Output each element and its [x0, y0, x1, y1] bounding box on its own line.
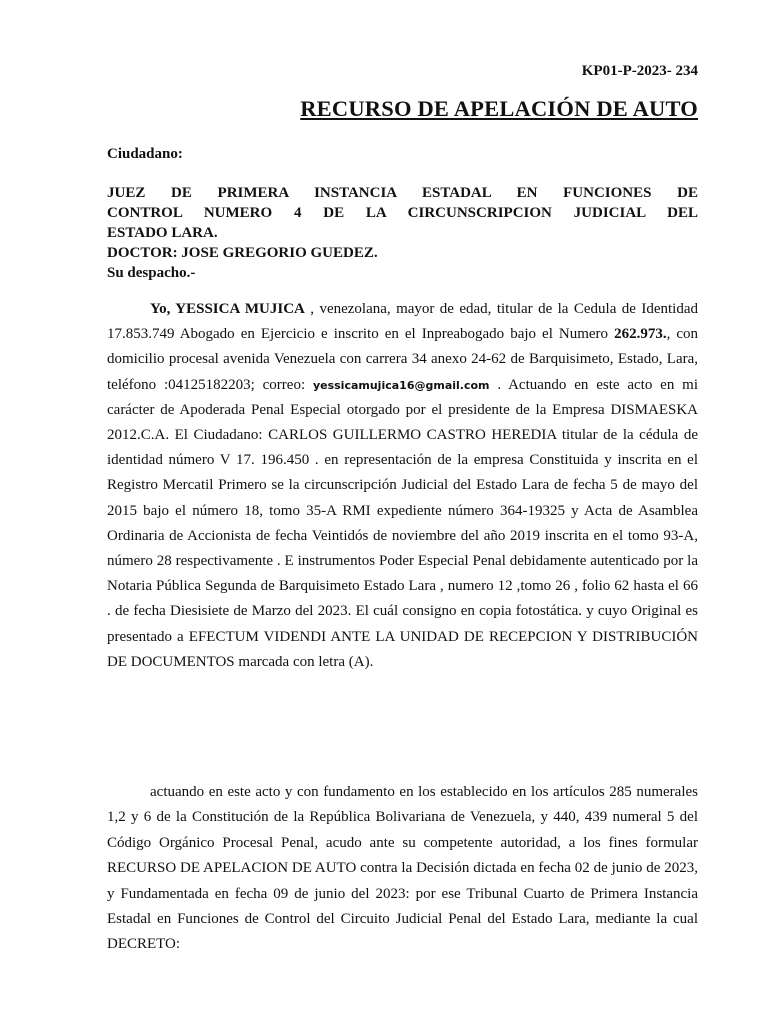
appellant-name: YESSICA MUJICA [175, 301, 305, 317]
addressee-block [107, 183, 698, 283]
addressee-line-4: DOCTOR: JOSE GREGORIO GUEDEZ. [107, 245, 378, 261]
addressee-line-3: ESTADO LARA. [107, 225, 218, 241]
document-title: RECURSO DE APELACIÓN DE AUTO [300, 96, 698, 121]
paragraph-text-b: , con domicilio procesal avenida Venezuela con carrera 34 anexo 24-62 de Barquisimeto, Estado, Lara, teléfono :04125182203; correo: [107, 326, 698, 393]
paragraph-identification [107, 297, 698, 675]
email-address: yessicamujica16@gmail.com [312, 378, 490, 392]
paragraph-text-a: , venezolana, mayor de edad, titular de la Cedula de Identidad 17.853.749 Abogado en Ejercicio e inscrito en el Inpreabogado bajo el Numero [107, 301, 698, 343]
case-number: KP01-P-2023- 234 [581, 63, 698, 79]
paragraph-text-c: . Actuando en este acto en mi carácter de Apoderada Penal Especial otorgado por el presidente de la Empresa DISMAESKA 2012.C.A. El Ciudadano: CARLOS GUILLERMO CASTRO HEREDIA titular de la cédula de identidad número V 17. 196.450 . en representación de la empresa Constituida y inscrita en el Registro Mercatil Primero se la circunscripción Judicial del Estado Lara de fecha 5 de mayo del 2015 bajo el número 18, tomo 35-A RMI expediente número 364-19325 y Acta de Asamblea Ordinaria de Accionista de fecha Veintidós de noviembre del año 2019 inscrita en el tomo 93-A, número 28 respectivamente . E instrumentos Poder Especial Penal debidamente autenticado por la Notaria Pública Segunda de Barquisimeto Estado Lara , numero 12 ,tomo 26 , folio 62 hasta el 66 . de fecha Diesisiete de Marzo del 2023. El cuál consigno en copia fotostática. y cuyo Original es presentado a EFECTUM VIDENDI ANTE LA UNIDAD DE RECEPCION Y DISTRIBUCIÓN DE DOCUMENTOS marcada con letra (A). [107, 376, 698, 670]
salutation: Ciudadano: [107, 146, 183, 162]
paragraph-basis: actuando en este acto y con fundamento en los establecido en los artículos 285 numerales 1,2 y 6 de la Constitución de la República Bolivariana de Venezuela, y 440, 439 numeral 5 del Código Orgánico Procesal Penal, acudo ante su competente autoridad, a los fines formular RECURSO DE APELACION DE AUTO contra la Decisión dictada en fecha 02 de junio de 2023, y Fundamentada en fecha 09 de junio del 2023: por ese Tribunal Cuarto de Primera Instancia Estadal en Funciones de Control del Circuito Judicial Penal del Estado Lara, mediante la cual DECRETO: [107, 784, 698, 953]
paragraph-prefix: Yo, [150, 301, 176, 317]
addressee-line-5: Su despacho.- [107, 265, 196, 281]
inpreabogado-number: 262.973. [614, 326, 667, 343]
addressee-line-2: CONTROL NUMERO 4 DE LA CIRCUNSCRIPCION JUDICIAL DEL [107, 205, 698, 221]
addressee-line-1: JUEZ DE PRIMERA INSTANCIA ESTADAL EN FUNCIONES DE [107, 185, 698, 201]
